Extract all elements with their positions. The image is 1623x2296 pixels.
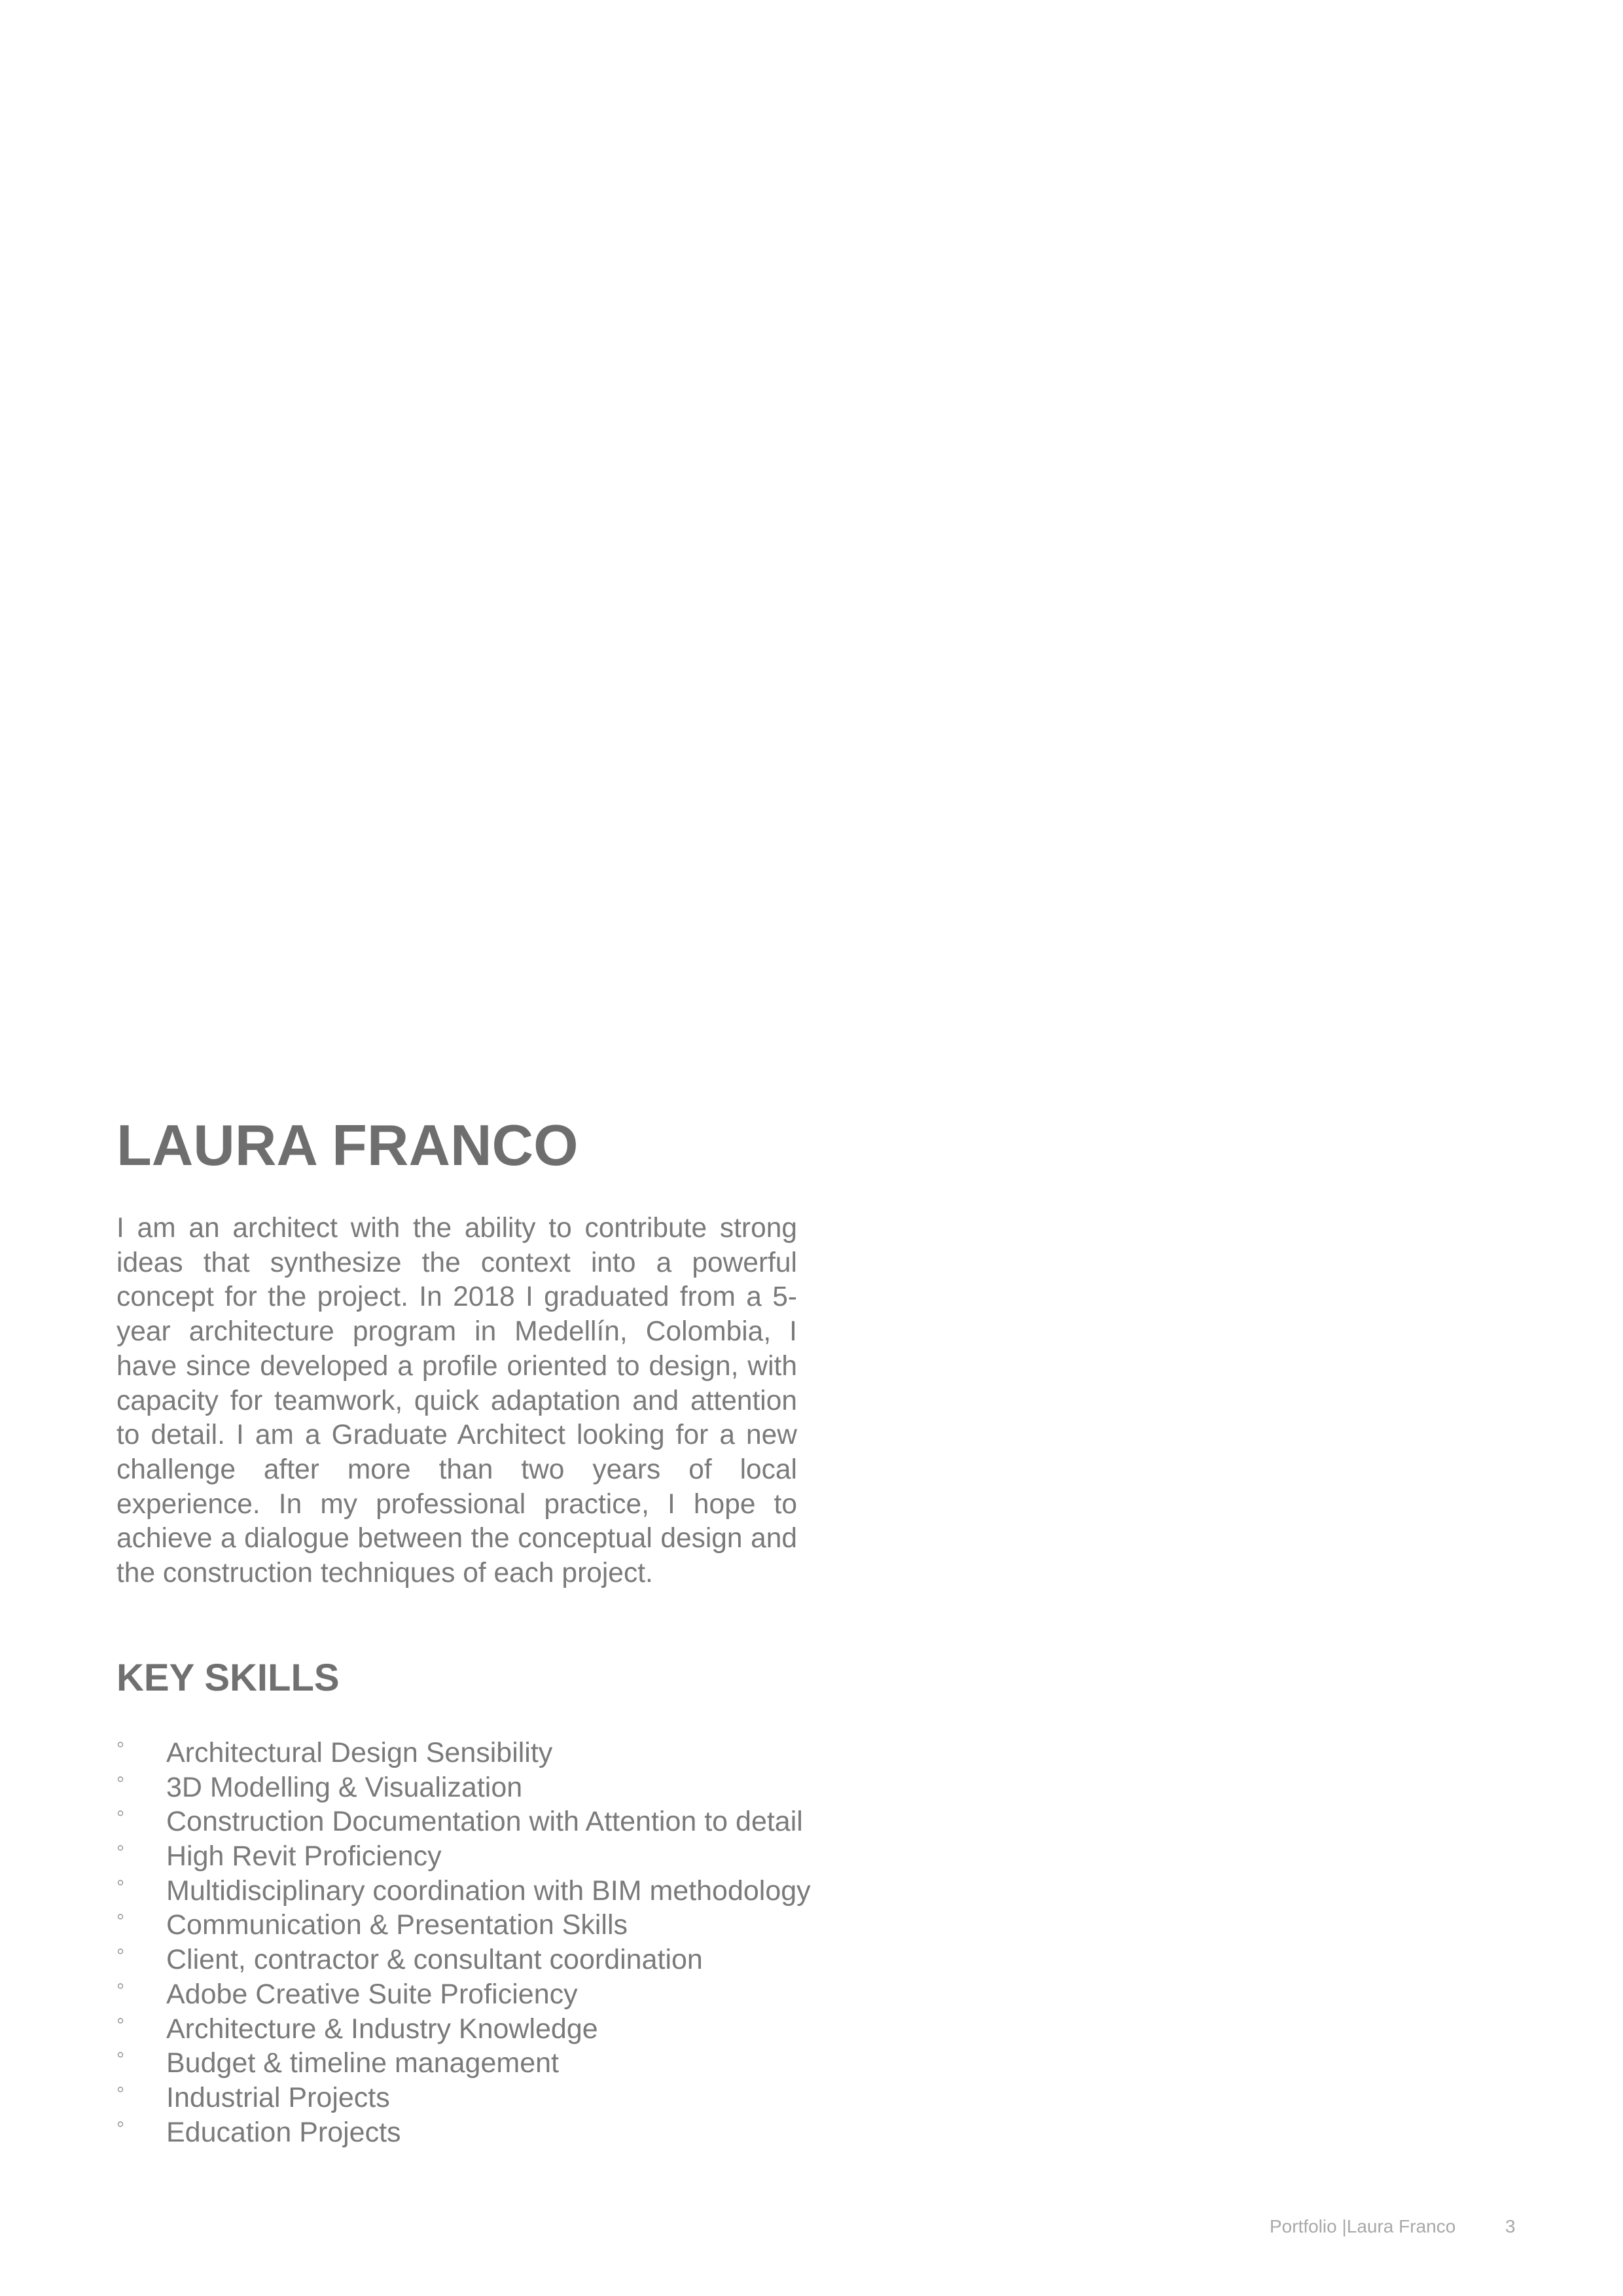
skill-item [116, 2076, 811, 2115]
skills-heading: KEY SKILLS [116, 1657, 340, 1699]
skill-item [116, 1835, 811, 1874]
bullet-icon: ◦ [116, 1801, 125, 1826]
skill-label: Construction Documentation with Attention to detail [166, 1806, 803, 1838]
bullet-icon: ◦ [116, 2076, 125, 2102]
bullet-icon: ◦ [116, 1732, 125, 1757]
bullet-icon: ◦ [116, 2042, 125, 2068]
skill-item [116, 2042, 811, 2081]
skill-item [116, 2111, 811, 2150]
skill-item [116, 1732, 811, 1770]
skill-item [116, 1904, 811, 1943]
skill-label: High Revit Proficiency [166, 1840, 442, 1873]
bullet-icon: ◦ [116, 1973, 125, 1998]
skill-label: Multidisciplinary coordination with BIM methodology [166, 1874, 811, 1907]
footer-label: Portfolio |Laura Franco [1270, 2216, 1456, 2236]
bullet-icon: ◦ [116, 1939, 125, 1964]
bullet-icon: ◦ [116, 1835, 125, 1861]
bullet-icon: ◦ [116, 2007, 125, 2033]
skills-list [116, 1732, 811, 2149]
skill-label: Adobe Creative Suite Proficiency [166, 1978, 578, 2010]
skill-label: Architecture & Industry Knowledge [166, 2013, 598, 2045]
page-title: LAURA FRANCO [116, 1113, 579, 1177]
skill-item [116, 2007, 811, 2047]
skill-label: Education Projects [166, 2116, 401, 2148]
skill-label: 3D Modelling & Visualization [166, 1771, 523, 1803]
skill-label: Budget & timeline management [166, 2047, 559, 2079]
bullet-icon: ◦ [116, 2111, 125, 2136]
skill-item [116, 1801, 811, 1839]
skill-label: Communication & Presentation Skills [166, 1909, 628, 1941]
bullet-icon: ◦ [116, 1869, 125, 1895]
bullet-icon: ◦ [116, 1766, 125, 1791]
skill-label: Architectural Design Sensibility [166, 1737, 553, 1768]
skill-item [116, 1869, 811, 1909]
skill-label: Client, contractor & consultant coordination [166, 1944, 703, 1976]
skill-item [116, 1939, 811, 1977]
skill-label: Industrial Projects [166, 2081, 390, 2113]
bullet-icon: ◦ [116, 1904, 125, 1929]
skill-item [116, 1766, 811, 1805]
skill-item [116, 1973, 811, 2012]
bio-paragraph: I am an architect with the ability to contribute strong ideas that synthesize the context into a powerful concept for the project. In 2018 I graduated from a 5-year architecture program in Medellín, Colombia, I have since developed a profile oriented to design, with capacity for teamwork, quick adaptation and attention to detail. I am a Graduate Architect looking for a new challenge after more than two years of local experience. In my professional practice, I hope to achieve a dialogue between the conceptual design and the construction techniques of each project. [116, 1213, 797, 1589]
page-number: 3 [1505, 2216, 1516, 2236]
